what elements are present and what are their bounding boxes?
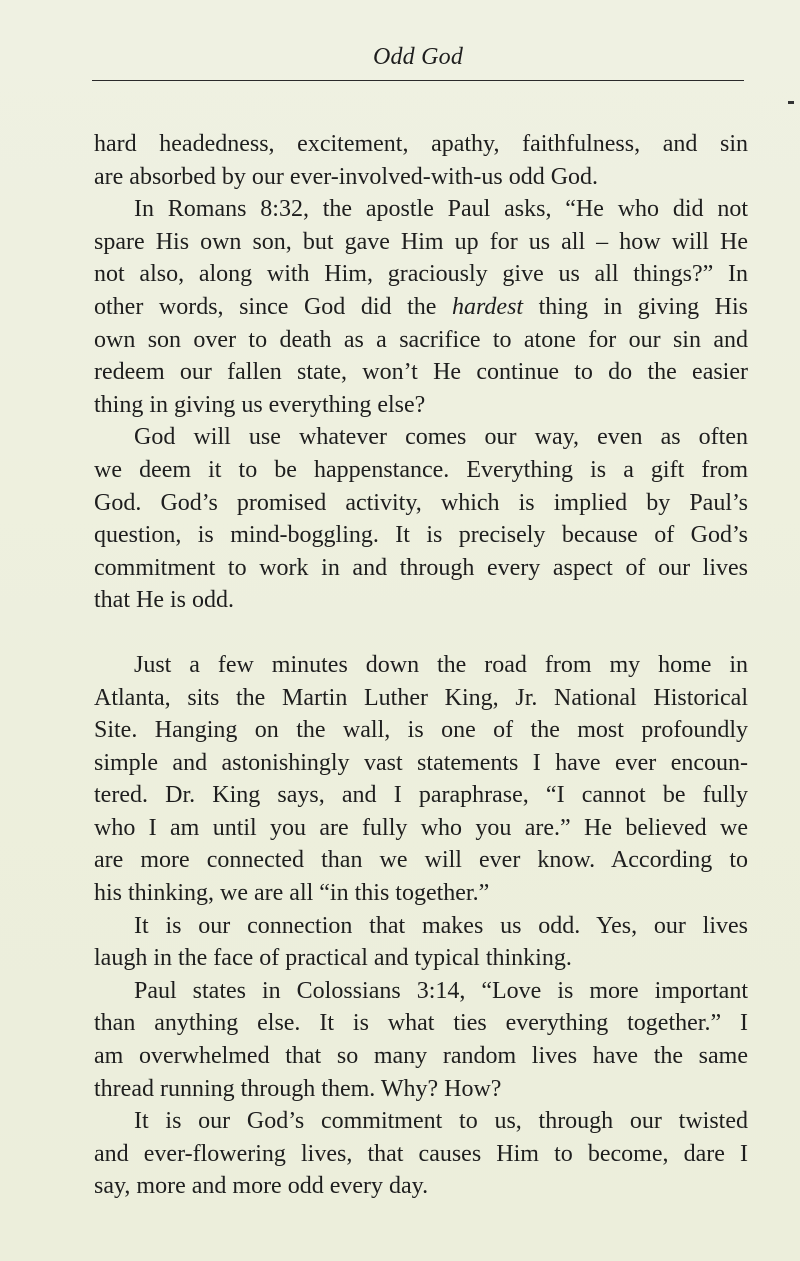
text-line: that He is odd.: [94, 587, 234, 614]
text-line: Atlanta, sits the Martin Luther King, Jr. National Historical: [94, 684, 748, 711]
paragraph-6: [94, 975, 748, 1105]
text-line: thread running through them. Why? How?: [94, 1075, 502, 1102]
text-segment: other words, since God did the: [94, 293, 452, 320]
emphasized-word: hardest: [451, 293, 524, 320]
paragraph-2: [94, 193, 748, 421]
text-line: God. God’s promised activity, which is implied by Paul’s: [94, 489, 748, 516]
text-line: are more connected than we will ever know. According to: [94, 847, 748, 874]
text-line: In Romans 8:32, the apostle Paul asks, “He who did not: [134, 196, 748, 223]
text-line: simple and astonishingly vast statements I have ever encoun-: [94, 749, 748, 776]
text-line: It is our God’s commitment to us, through our twisted: [134, 1108, 748, 1135]
text-line: Just a few minutes down the road from my home in: [134, 651, 748, 678]
text-line: question, is mind-boggling. It is precisely because of God’s: [94, 522, 748, 549]
text-line: spare His own son, but gave Him up for us all – how will He: [94, 228, 748, 255]
text-line: am overwhelmed that so many random lives have the same: [94, 1043, 748, 1070]
text-line: Paul states in Colossians 3:14, “Love is more important: [134, 977, 748, 1004]
text-line: not also, along with Him, graciously give us all things?” In: [94, 261, 748, 288]
text-line: who I am until you are fully who you are.” He believed we: [94, 814, 748, 841]
text-line: say, more and more odd every day.: [94, 1173, 429, 1200]
header-rule: [92, 80, 744, 81]
text-line: and ever-flowering lives, that causes Him to become, dare I: [94, 1140, 748, 1167]
text-line: tered. Dr. King says, and I paraphrase, “I cannot be fully: [94, 782, 748, 809]
page-edge-mark: [788, 101, 794, 104]
text-line: commitment to work in and through every aspect of our lives: [94, 554, 748, 581]
text-line: are absorbed by our ever-involved-with-us odd God.: [94, 163, 599, 190]
paragraph-5: [94, 910, 748, 975]
text-line: hard headedness, excitement, apathy, faithfulness, and sin: [94, 131, 748, 157]
text-line: his thinking, we are all “in this together.”: [94, 880, 490, 907]
text-line: laugh in the face of practical and typical thinking.: [94, 945, 572, 972]
paragraph-1: [94, 128, 748, 193]
running-head: Odd God: [372, 44, 464, 70]
paragraph-3: [94, 421, 748, 617]
text-line: than anything else. It is what ties everything together.” I: [94, 1010, 748, 1037]
section-break: [94, 617, 748, 649]
paragraph-4: [94, 649, 748, 910]
text-line: we deem it to be happenstance. Everything is a gift from: [94, 456, 748, 483]
text-line-with-emphasis: [94, 291, 748, 324]
text-line: redeem our fallen state, won’t He continue to do the easier: [94, 359, 748, 386]
body-text: [94, 128, 748, 1203]
text-segment: thing in giving His: [523, 293, 748, 320]
text-line: thing in giving us everything else?: [94, 391, 426, 418]
text-line: Site. Hanging on the wall, is one of the most profoundly: [94, 717, 748, 744]
text-line: God will use whatever comes our way, even as often: [134, 424, 748, 451]
text-line: own son over to death as a sacrifice to atone for our sin and: [94, 326, 748, 353]
paragraph-7: [94, 1105, 748, 1203]
text-line: It is our connection that makes us odd. Yes, our lives: [134, 912, 748, 939]
